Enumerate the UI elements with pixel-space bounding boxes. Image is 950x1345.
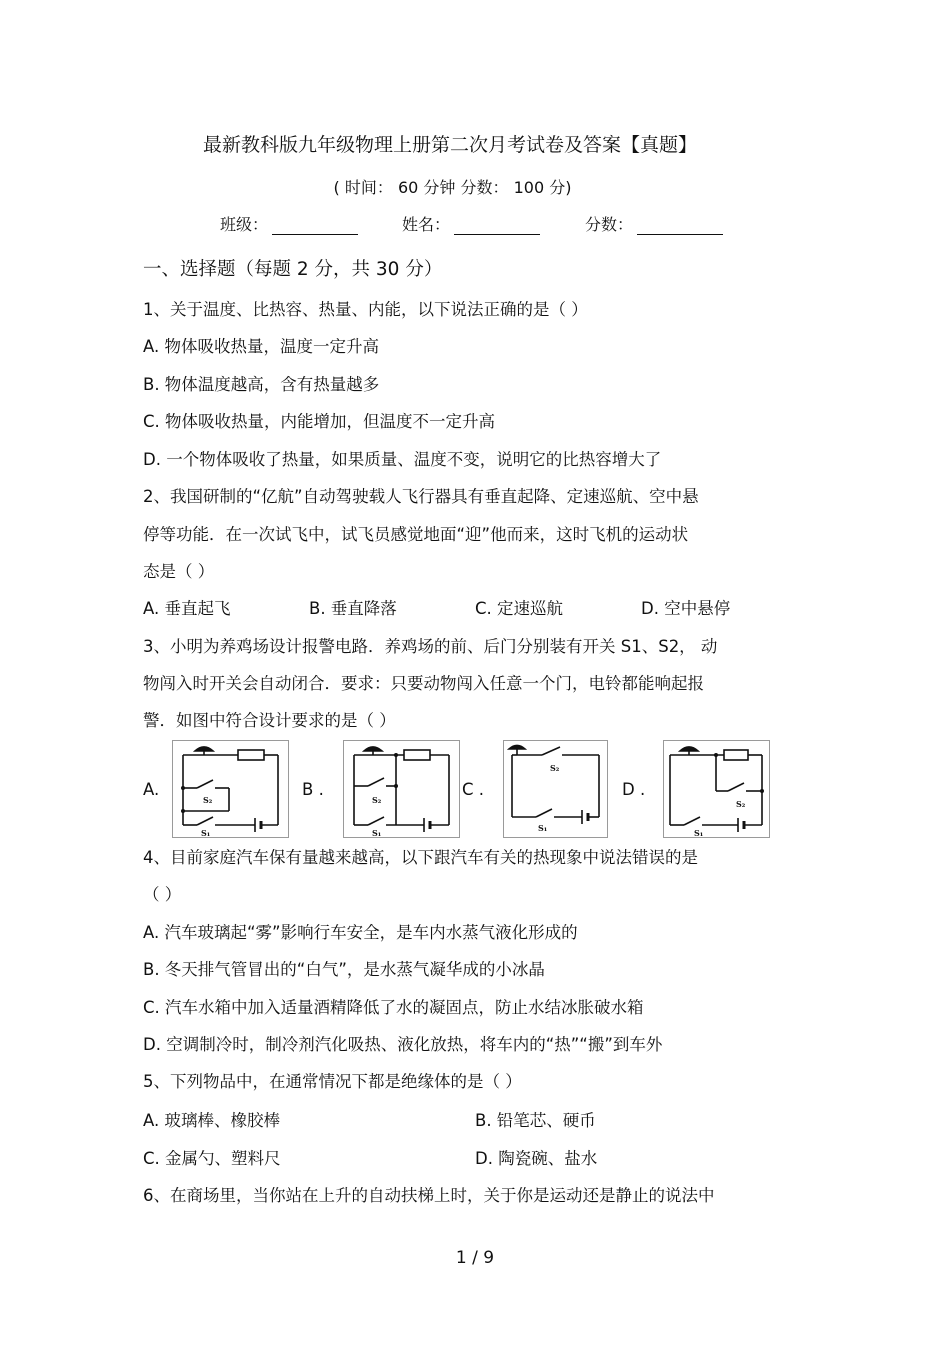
q4-option-a: A. 汽车玻璃起“雾”影响行车安全，是车内水蒸气液化形成的 xyxy=(143,923,578,942)
s1-label: S₁ xyxy=(538,823,548,833)
q3-label-b: B . xyxy=(302,780,324,799)
q3-label-a: A. xyxy=(143,780,160,799)
circuit-diagram-b xyxy=(343,740,460,838)
score-blank xyxy=(637,216,723,235)
q4-option-d: D. 空调制冷时，制冷剂汽化吸热、液化放热，将车内的“热”“搬”到车外 xyxy=(143,1035,663,1054)
q5-stem: 5、下列物品中，在通常情况下都是绝缘体的是（ ） xyxy=(143,1072,522,1091)
circuit-diagram-c xyxy=(503,740,608,838)
document-title: 最新教科版九年级物理上册第二次月考试卷及答案【真题】 xyxy=(202,134,697,156)
class-blank xyxy=(272,216,358,235)
q3-line1: 3、小明为养鸡场设计报警电路．养鸡场的前、后门分别装有开关 S1、S2， 动 xyxy=(143,637,718,656)
q2-line2: 停等功能．在一次试飞中，试飞员感觉地面“迎”他而来，这时飞机的运动状 xyxy=(143,525,689,544)
q2-option-c: C. 定速巡航 xyxy=(475,599,564,618)
q4-line2: （ ） xyxy=(143,885,182,904)
class-label: 班级： xyxy=(220,215,269,234)
name-label: 姓名： xyxy=(402,215,451,234)
q5-option-d: D. 陶瓷碗、盐水 xyxy=(475,1149,598,1168)
q1-option-a: A. 物体吸收热量，温度一定升高 xyxy=(143,337,379,356)
exam-info: ( 时间： 60 分钟 分数： 100 分) xyxy=(333,178,572,197)
s1-label: S₁ xyxy=(694,828,704,837)
score-field xyxy=(585,212,723,235)
q2-option-d: D. 空中悬停 xyxy=(641,599,731,618)
s1-label: S₁ xyxy=(372,828,382,837)
page-number: 1 / 9 xyxy=(455,1248,495,1268)
s2-label: S₂ xyxy=(736,799,746,809)
q2-line3: 态是（ ） xyxy=(143,562,215,581)
class-field xyxy=(220,212,358,235)
s2-label: S₂ xyxy=(203,795,213,805)
q2-option-b: B. 垂直降落 xyxy=(309,599,397,618)
circuit-diagram-a xyxy=(172,740,289,838)
s2-label: S₂ xyxy=(372,795,382,805)
q4-option-c: C. 汽车水箱中加入适量酒精降低了水的凝固点，防止水结冰胀破水箱 xyxy=(143,998,644,1017)
circuit-diagram-d xyxy=(663,740,770,838)
q1-option-c: C. 物体吸收热量，内能增加，但温度不一定升高 xyxy=(143,412,496,431)
name-field xyxy=(402,212,540,235)
q2-line1: 2、我国研制的“亿航”自动驾驶载人飞行器具有垂直起降、定速巡航、空中悬 xyxy=(143,487,699,506)
q1-option-b: B. 物体温度越高，含有热量越多 xyxy=(143,375,380,394)
q3-line2: 物闯入时开关会自动闭合．要求：只要动物闯入任意一个门，电铃都能响起报 xyxy=(143,674,704,693)
q3-line3: 警．如图中符合设计要求的是（ ） xyxy=(143,711,396,730)
q5-option-a: A. 玻璃棒、橡胶棒 xyxy=(143,1111,280,1130)
q5-option-b: B. 铅笔芯、硬币 xyxy=(475,1111,596,1130)
q1-option-d: D. 一个物体吸收了热量，如果质量、温度不变，说明它的比热容增大了 xyxy=(143,450,662,469)
score-label: 分数： xyxy=(585,215,634,234)
q4-line1: 4、目前家庭汽车保有量越来越高，以下跟汽车有关的热现象中说法错误的是 xyxy=(143,848,698,867)
s1-label: S₁ xyxy=(201,828,211,837)
section-heading: 一、选择题（每题 2 分，共 30 分） xyxy=(143,259,443,280)
q3-label-c: C . xyxy=(462,780,485,799)
q1-stem: 1、关于温度、比热容、热量、内能，以下说法正确的是（ ） xyxy=(143,300,588,319)
s2-label: S₂ xyxy=(550,763,560,773)
q6-stem: 6、在商场里，当你站在上升的自动扶梯上时，关于你是运动还是静止的说法中 xyxy=(143,1186,715,1205)
q3-label-d: D . xyxy=(622,780,646,799)
q2-option-a: A. 垂直起飞 xyxy=(143,599,231,618)
q5-option-c: C. 金属勺、塑料尺 xyxy=(143,1149,281,1168)
name-blank xyxy=(454,216,540,235)
q4-option-b: B. 冬天排气管冒出的“白气”，是水蒸气凝华成的小冰晶 xyxy=(143,960,545,979)
